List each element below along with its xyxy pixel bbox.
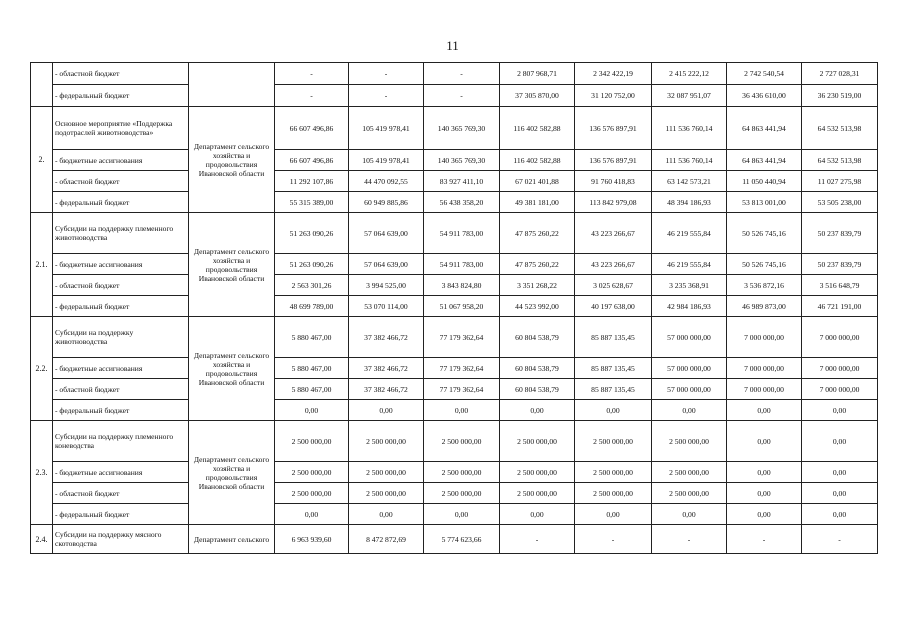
value-cell: 2 415 222,12: [652, 63, 727, 85]
table-row: [31, 107, 878, 150]
value-cell: 7 000 000,00: [802, 317, 878, 358]
value-cell: 2 500 000,00: [275, 483, 349, 504]
value-cell: 11 292 107,86: [275, 171, 349, 192]
value-cell: 11 027 275,98: [802, 171, 878, 192]
value-cell: 55 315 389,00: [275, 192, 349, 213]
value-cell: 2 500 000,00: [500, 483, 575, 504]
value-cell: 60 804 538,79: [500, 317, 575, 358]
row-label: - областной бюджет: [53, 275, 189, 296]
table-body: [31, 63, 878, 554]
table-row: [31, 296, 878, 317]
value-cell: 116 402 582,88: [500, 150, 575, 171]
value-cell: 0,00: [500, 400, 575, 421]
index-cell: [31, 63, 53, 107]
value-cell: 7 000 000,00: [727, 379, 802, 400]
value-cell: 53 813 001,00: [727, 192, 802, 213]
value-cell: 2 500 000,00: [500, 462, 575, 483]
value-cell: 0,00: [652, 400, 727, 421]
row-label: - бюджетные ассигнования: [53, 462, 189, 483]
value-cell: 56 438 358,20: [424, 192, 500, 213]
table-row: [31, 85, 878, 107]
value-cell: 2 500 000,00: [424, 483, 500, 504]
table-row: [31, 63, 878, 85]
value-cell: 3 025 628,67: [575, 275, 652, 296]
value-cell: 2 500 000,00: [575, 462, 652, 483]
row-label: Субсидии на поддержку племенного животноводства: [53, 213, 189, 254]
table-row: [31, 213, 878, 254]
value-cell: 0,00: [727, 462, 802, 483]
row-label: - федеральный бюджет: [53, 296, 189, 317]
department-cell: Департамент сельского хозяйства и продовольствия Ивановской области: [189, 213, 275, 317]
row-label: Субсидии на поддержку племенного коневодства: [53, 421, 189, 462]
value-cell: 57 000 000,00: [652, 358, 727, 379]
table-row: [31, 421, 878, 462]
value-cell: 37 382 466,72: [349, 317, 424, 358]
value-cell: 48 394 186,93: [652, 192, 727, 213]
value-cell: 105 419 978,41: [349, 150, 424, 171]
value-cell: 66 607 496,86: [275, 150, 349, 171]
value-cell: 85 887 135,45: [575, 358, 652, 379]
value-cell: 7 000 000,00: [802, 358, 878, 379]
value-cell: 47 875 260,22: [500, 213, 575, 254]
value-cell: 64 532 513,98: [802, 150, 878, 171]
value-cell: 7 000 000,00: [727, 358, 802, 379]
value-cell: 3 536 872,16: [727, 275, 802, 296]
value-cell: 85 887 135,45: [575, 317, 652, 358]
value-cell: 7 000 000,00: [802, 379, 878, 400]
value-cell: 0,00: [727, 504, 802, 525]
value-cell: 2 500 000,00: [500, 421, 575, 462]
table-row: [31, 317, 878, 358]
value-cell: 53 505 238,00: [802, 192, 878, 213]
value-cell: 105 419 978,41: [349, 107, 424, 150]
value-cell: 50 237 839,79: [802, 213, 878, 254]
value-cell: 111 536 760,14: [652, 150, 727, 171]
value-cell: 2 807 968,71: [500, 63, 575, 85]
value-cell: 77 179 362,64: [424, 379, 500, 400]
row-index: 2.3.: [31, 421, 53, 525]
value-cell: 51 263 090,26: [275, 254, 349, 275]
value-cell: 44 470 092,55: [349, 171, 424, 192]
value-cell: 0,00: [802, 462, 878, 483]
value-cell: 0,00: [652, 504, 727, 525]
table-row: [31, 150, 878, 171]
row-label: - федеральный бюджет: [53, 85, 189, 107]
value-cell: 2 500 000,00: [424, 421, 500, 462]
value-cell: 0,00: [275, 400, 349, 421]
value-cell: 0,00: [802, 504, 878, 525]
value-cell: 113 842 979,08: [575, 192, 652, 213]
row-label: - областной бюджет: [53, 483, 189, 504]
value-cell: 0,00: [802, 483, 878, 504]
value-cell: 0,00: [575, 400, 652, 421]
row-label: - бюджетные ассигнования: [53, 254, 189, 275]
value-cell: 53 070 114,00: [349, 296, 424, 317]
value-cell: 37 305 870,00: [500, 85, 575, 107]
value-cell: 3 235 368,91: [652, 275, 727, 296]
table-row: [31, 192, 878, 213]
value-cell: 57 000 000,00: [652, 317, 727, 358]
value-cell: 116 402 582,88: [500, 107, 575, 150]
value-cell: 37 382 466,72: [349, 379, 424, 400]
department-cell: Департамент сельского хозяйства и продовольствия Ивановской области: [189, 107, 275, 213]
value-cell: 0,00: [500, 504, 575, 525]
value-cell: 0,00: [727, 483, 802, 504]
value-cell: 3 843 824,80: [424, 275, 500, 296]
row-label: Субсидии на поддержку животноводства: [53, 317, 189, 358]
value-cell: 0,00: [275, 504, 349, 525]
value-cell: -: [802, 525, 878, 554]
value-cell: 46 721 191,00: [802, 296, 878, 317]
value-cell: 85 887 135,45: [575, 379, 652, 400]
row-index: 2.: [31, 107, 53, 213]
value-cell: 0,00: [727, 400, 802, 421]
value-cell: 136 576 897,91: [575, 150, 652, 171]
value-cell: 36 436 610,00: [727, 85, 802, 107]
value-cell: -: [652, 525, 727, 554]
value-cell: 31 120 752,00: [575, 85, 652, 107]
value-cell: 46 219 555,84: [652, 254, 727, 275]
row-index: 2.4.: [31, 525, 53, 554]
budget-table: [30, 62, 878, 554]
value-cell: 0,00: [727, 421, 802, 462]
value-cell: 0,00: [424, 504, 500, 525]
row-index: 2.1.: [31, 213, 53, 317]
value-cell: 111 536 760,14: [652, 107, 727, 150]
value-cell: 2 500 000,00: [575, 483, 652, 504]
value-cell: -: [349, 85, 424, 107]
value-cell: 2 742 540,54: [727, 63, 802, 85]
value-cell: 60 949 885,86: [349, 192, 424, 213]
value-cell: 36 230 519,00: [802, 85, 878, 107]
value-cell: 42 984 186,93: [652, 296, 727, 317]
value-cell: 0,00: [349, 400, 424, 421]
value-cell: 2 500 000,00: [349, 483, 424, 504]
value-cell: 83 927 411,10: [424, 171, 500, 192]
row-label: Основное мероприятие «Поддержка подотраслей животноводства»: [53, 107, 189, 150]
row-label: - областной бюджет: [53, 171, 189, 192]
value-cell: 51 067 958,20: [424, 296, 500, 317]
value-cell: -: [275, 85, 349, 107]
value-cell: 2 563 301,26: [275, 275, 349, 296]
value-cell: 63 142 573,21: [652, 171, 727, 192]
value-cell: 5 880 467,00: [275, 317, 349, 358]
value-cell: 2 500 000,00: [349, 462, 424, 483]
value-cell: -: [424, 63, 500, 85]
value-cell: 91 760 418,83: [575, 171, 652, 192]
value-cell: 2 500 000,00: [275, 462, 349, 483]
value-cell: 2 500 000,00: [275, 421, 349, 462]
row-label: - бюджетные ассигнования: [53, 358, 189, 379]
value-cell: 2 500 000,00: [652, 421, 727, 462]
value-cell: 44 523 992,00: [500, 296, 575, 317]
value-cell: -: [500, 525, 575, 554]
value-cell: 0,00: [575, 504, 652, 525]
table-row: [31, 379, 878, 400]
row-label: - бюджетные ассигнования: [53, 150, 189, 171]
value-cell: 136 576 897,91: [575, 107, 652, 150]
value-cell: 60 804 538,79: [500, 358, 575, 379]
value-cell: 0,00: [349, 504, 424, 525]
table-row: [31, 504, 878, 525]
value-cell: 11 050 440,94: [727, 171, 802, 192]
value-cell: -: [424, 85, 500, 107]
value-cell: 140 365 769,30: [424, 107, 500, 150]
value-cell: 6 963 939,60: [275, 525, 349, 554]
value-cell: 5 774 623,66: [424, 525, 500, 554]
value-cell: 3 516 648,79: [802, 275, 878, 296]
value-cell: 3 351 268,22: [500, 275, 575, 296]
department-cell: Департамент сельского: [189, 525, 275, 554]
value-cell: 46 219 555,84: [652, 213, 727, 254]
value-cell: 2 500 000,00: [652, 462, 727, 483]
value-cell: 51 263 090,26: [275, 213, 349, 254]
value-cell: 140 365 769,30: [424, 150, 500, 171]
value-cell: -: [349, 63, 424, 85]
value-cell: 8 472 872,69: [349, 525, 424, 554]
value-cell: 64 863 441,94: [727, 150, 802, 171]
table-row: [31, 462, 878, 483]
value-cell: 46 989 873,00: [727, 296, 802, 317]
value-cell: 54 911 783,00: [424, 254, 500, 275]
table-row: [31, 171, 878, 192]
value-cell: 64 532 513,98: [802, 107, 878, 150]
value-cell: 43 223 266,67: [575, 213, 652, 254]
value-cell: 57 064 639,00: [349, 213, 424, 254]
value-cell: 43 223 266,67: [575, 254, 652, 275]
value-cell: 48 699 789,00: [275, 296, 349, 317]
value-cell: 3 994 525,00: [349, 275, 424, 296]
department-cell: Департамент сельского хозяйства и продовольствия Ивановской области: [189, 317, 275, 421]
table-row: [31, 275, 878, 296]
value-cell: 40 197 638,00: [575, 296, 652, 317]
value-cell: -: [275, 63, 349, 85]
row-label: - областной бюджет: [53, 63, 189, 85]
value-cell: 50 237 839,79: [802, 254, 878, 275]
table-row: [31, 254, 878, 275]
value-cell: 0,00: [802, 421, 878, 462]
value-cell: 2 500 000,00: [349, 421, 424, 462]
department-cell: Департамент сельского хозяйства и продовольствия Ивановской области: [189, 421, 275, 525]
value-cell: 66 607 496,86: [275, 107, 349, 150]
value-cell: 2 727 028,31: [802, 63, 878, 85]
table-row: [31, 525, 878, 554]
table-row: [31, 400, 878, 421]
row-label: - федеральный бюджет: [53, 192, 189, 213]
value-cell: -: [727, 525, 802, 554]
value-cell: 57 000 000,00: [652, 379, 727, 400]
value-cell: 5 880 467,00: [275, 358, 349, 379]
row-label: - федеральный бюджет: [53, 504, 189, 525]
value-cell: -: [575, 525, 652, 554]
value-cell: 77 179 362,64: [424, 358, 500, 379]
row-label: - федеральный бюджет: [53, 400, 189, 421]
value-cell: 2 500 000,00: [575, 421, 652, 462]
value-cell: 77 179 362,64: [424, 317, 500, 358]
value-cell: 60 804 538,79: [500, 379, 575, 400]
value-cell: 2 342 422,19: [575, 63, 652, 85]
value-cell: 7 000 000,00: [727, 317, 802, 358]
value-cell: 54 911 783,00: [424, 213, 500, 254]
value-cell: 0,00: [424, 400, 500, 421]
table-row: [31, 483, 878, 504]
department-cell: [189, 63, 275, 107]
value-cell: 2 500 000,00: [424, 462, 500, 483]
value-cell: 5 880 467,00: [275, 379, 349, 400]
value-cell: 67 021 401,88: [500, 171, 575, 192]
value-cell: 50 526 745,16: [727, 213, 802, 254]
row-label: - областной бюджет: [53, 379, 189, 400]
value-cell: 2 500 000,00: [652, 483, 727, 504]
page-number: 11: [446, 38, 459, 53]
value-cell: 37 382 466,72: [349, 358, 424, 379]
value-cell: 50 526 745,16: [727, 254, 802, 275]
value-cell: 47 875 260,22: [500, 254, 575, 275]
value-cell: 49 381 181,00: [500, 192, 575, 213]
value-cell: 57 064 639,00: [349, 254, 424, 275]
table-row: [31, 358, 878, 379]
row-label: Субсидии на поддержку мясного скотоводства: [53, 525, 189, 554]
value-cell: 32 087 951,07: [652, 85, 727, 107]
row-index: 2.2.: [31, 317, 53, 421]
value-cell: 64 863 441,94: [727, 107, 802, 150]
value-cell: 0,00: [802, 400, 878, 421]
